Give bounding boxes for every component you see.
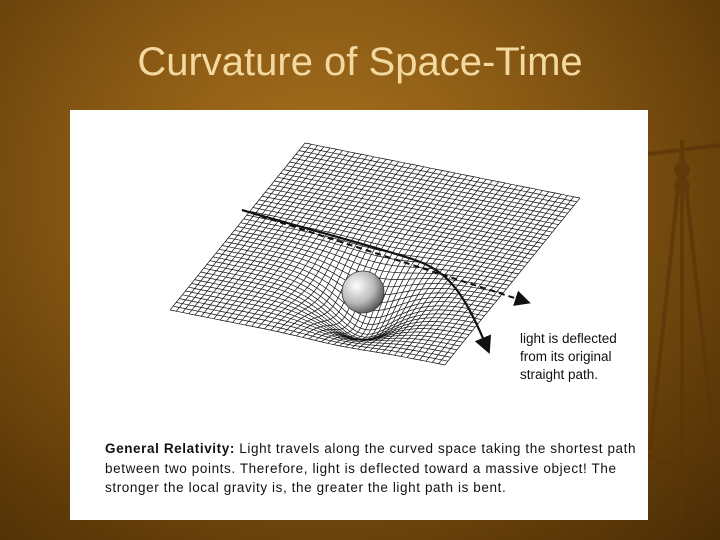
caption-lead: General Relativity: [105, 441, 235, 456]
original-straight-path [242, 210, 527, 302]
grid-line [253, 208, 528, 263]
grid-line [192, 283, 467, 339]
slide-title: Curvature of Space-Time [137, 40, 583, 84]
deflection-label [520, 330, 645, 384]
caption-text: Light travels along the curved space taking the shortest path between two points. Therefore, light is deflected toward a massive object! The stronger the local gravity is, the greater the light path is bent. [105, 441, 637, 495]
grid-line [244, 219, 519, 274]
grid-line [395, 188, 531, 355]
deflection-label-line: light is deflected [520, 331, 617, 346]
figure-caption [105, 439, 640, 498]
deflection-label-line: straight path. [520, 367, 599, 382]
balance-scale-decoration [640, 120, 720, 540]
massive-object-sphere [342, 271, 384, 313]
deflection-label-line: from its original [520, 349, 612, 364]
figure-card [70, 110, 648, 520]
grid-line [238, 227, 513, 282]
